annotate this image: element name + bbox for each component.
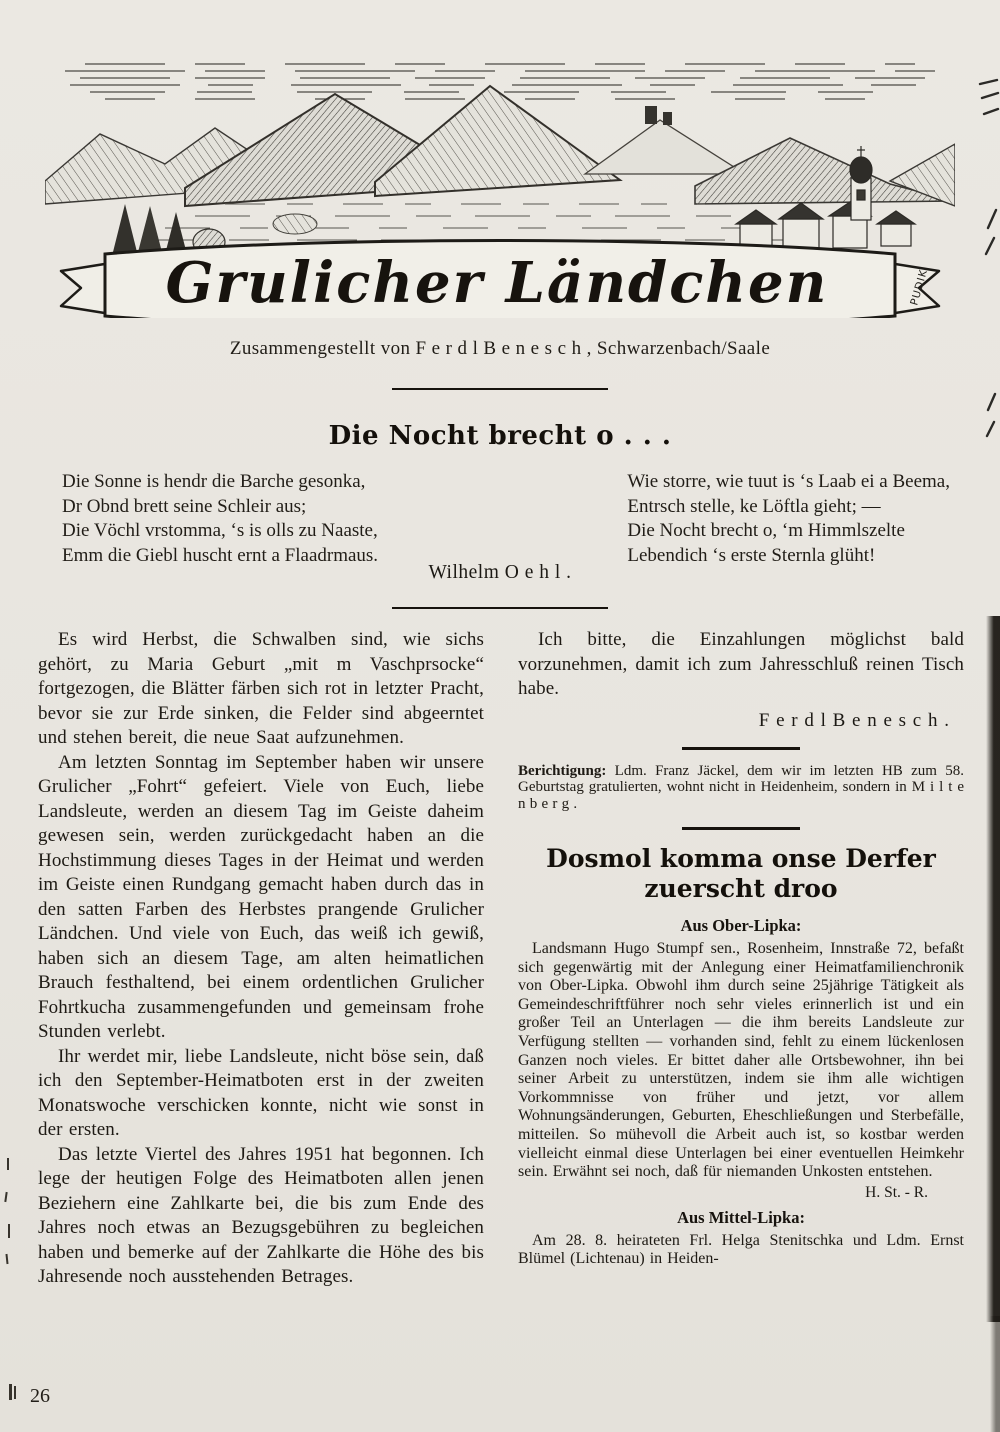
margin-mark — [5, 1254, 8, 1264]
divider-rule — [392, 607, 608, 609]
left-column — [38, 628, 484, 1290]
correspondent-initials: H. St. - R. — [865, 1183, 928, 1201]
poem-line: Wie storre, wie tuut is ‘s Laab ei a Beema, — [627, 471, 950, 492]
paragraph: Das letzte Viertel des Jahres 1951 hat begonnen. Ich lege der heutigen Folge des Heimatboten allen jenen Beziehern eine Zahlkarte bei, die bis zum Ende des Jahres noch etwas an Bezugsgebühren zu begleichen haben und bemerke auf der Zahlkarte die Höhe des bis Jahresende noch ausstehenden Betrages. — [38, 1143, 484, 1287]
poem-line: Lebendich ‘s erste Sternla glüht! — [627, 544, 876, 566]
section-heading — [518, 844, 964, 904]
paragraph: Am letzten Sonntag im September haben wir unsere Grulicher „Fohrt“ gefeiert. Viele von Euch, liebe Landsleute, werden an diesem Tag im Geiste daheim gewesen sein, werden zurückgedacht haben an die Hochstimmung dieses Tages in der Heimat und werden im Geiste einen Rundgang gemacht haben durch das in den satten Farben des Herbstes prangende Grulicher Ländchen. Und viele von Euch, das weiß ich gewiß, haben sich an diesem Tage, am alten heimatlichen Brauch festhaltend, bei einem ordentlichen Grulicher Fohrtkucha zusammengefunden und gemeinsam frohe Stunden verlebt. — [38, 751, 484, 1042]
poem-line: Die Sonne is hendr die Barche gesonka, — [62, 471, 366, 492]
correction-label: Berichtigung: — [518, 762, 607, 779]
poem-line: Entrsch stelle, ke Löftla gieht; — — [627, 495, 881, 517]
poem — [62, 470, 950, 568]
castle-tower — [645, 106, 657, 124]
news-paragraph: Am 28. 8. heirateten Frl. Helga Stenitschka und Ldm. Ernst Blümel (Lichtenau) in Heiden- — [518, 1231, 964, 1268]
margin-mark — [14, 1386, 16, 1399]
news-paragraph: Landsmann Hugo Stumpf sen., Rosenheim, Innstraße 72, befaßt sich gegenwärtig mit der Anlegung einer Heimatfamilienchronik von Ober-Lipka. Obwohl ihm durch seine 25jährige Tätigkeit als Gemeindeschriftführer noch sehr vieles erinnerlich ist und ein großer Teil an Unterlagen — die ihm bereits Landsleute zur Verfügung stellten — vorhanden sind, fehlt zu einem lückenlosen Ganzen noch vieles. Er bittet daher alle Ortsbewohner, ihn bei seiner Arbeit zu unterstützen, indem sie ihm alle wichtigen Vorkommnisse von früher und jetzt, vor allem Wohnungsänderungen, Geburten, Eheschließungen und Sterbefälle, mitteilen. So mühevoll die Arbeit auch ist, so kostbar werden vielleicht einmal diese Unterlagen bei einer eventuellen Heimkehr sein. Erwähnt sei noch, daß für niemanden Unkosten entstehen. — [518, 940, 964, 1181]
poem-title: Die Nocht brecht o . . . — [328, 421, 672, 451]
poem-line: Dr Obnd brett seine Schleir aus; — [62, 495, 307, 517]
divider-rule — [392, 388, 608, 390]
divider-rule — [682, 827, 800, 830]
poem-line: Emm die Giebl huscht ernt a Flaadrmaus. — [62, 544, 379, 566]
margin-mark — [8, 1224, 10, 1238]
foreground-fields — [145, 204, 805, 240]
mountain-landscape — [45, 86, 955, 206]
author-signature: F e r d l B e n e s c h . — [758, 709, 950, 731]
subsection-heading-mittel-lipka: Aus Mittel-Lipka: — [677, 1207, 805, 1227]
onion-dome — [850, 157, 872, 183]
margin-mark — [7, 1158, 9, 1170]
banner-title: Grulicher Ländchen — [165, 250, 829, 316]
poem-stanza-left — [62, 470, 378, 568]
margin-mark — [4, 1192, 7, 1202]
right-column — [518, 628, 964, 1290]
correction-text: Ldm. Franz Jäckel, dem wir im letzten HB zum 58. Geburtstag gratulierten, wohnt nicht in Heidenheim, sondern in M i l t e n b e r g . — [518, 762, 965, 812]
artist-signature: PUDIK — [908, 267, 931, 307]
paragraph: Ihr werdet mir, liebe Landsleute, nicht böse sein, daß ich den September-Heimatboten erst in der zweiten Monatswoche verschicken konnte, nicht wie sonst in der ersten. — [38, 1045, 484, 1140]
margin-marks — [0, 0, 18, 1432]
closing-paragraph: Ich bitte, die Einzahlungen möglichst bald vorzunehmen, damit ich zum Jahresschluß reinen Tisch habe. — [518, 629, 964, 699]
scan-edge-shadow — [986, 616, 1000, 1322]
poem-line: Die Vöchl vrstomma, ‘s is olls zu Naaste, — [62, 520, 378, 541]
poem-author: Wilhelm O e h l . — [428, 562, 572, 583]
scan-edge-shadow — [990, 1316, 1000, 1432]
header-illustration — [45, 56, 955, 318]
scan-artifact-marks — [974, 76, 1000, 556]
poem-line: Die Nocht brecht o, ‘m Himmlszelte — [627, 520, 905, 541]
castle-tower — [663, 112, 672, 125]
divider-rule — [682, 747, 800, 750]
page-number: 26 — [30, 1385, 50, 1407]
paragraph: Es wird Herbst, die Schwalben sind, wie sichs gehört, zu Maria Geburt „mit m Vaschprsocke“ fortgezogen, die Blätter färben sich rot in letzter Pracht, bevor sie zur Erde sinken, die Felder sind abgeerntet und stehen bereit, die neue Saat aufzunehmen. — [38, 629, 484, 748]
margin-mark — [9, 1384, 12, 1400]
article-body — [38, 628, 964, 1290]
title-ribbon — [61, 241, 939, 319]
subsection-heading-ober-lipka: Aus Ober-Lipka: — [680, 916, 802, 935]
masthead-compiled-by: Zusammengestellt von F e r d l B e n e s c h , Schwarzenbach/Saale — [229, 338, 771, 359]
correction-note — [518, 763, 964, 813]
poem-stanza-right — [627, 470, 950, 568]
section-heading-line: Dosmol komma onse Derfer — [546, 844, 936, 873]
section-heading-line: zuerscht droo — [644, 874, 838, 903]
